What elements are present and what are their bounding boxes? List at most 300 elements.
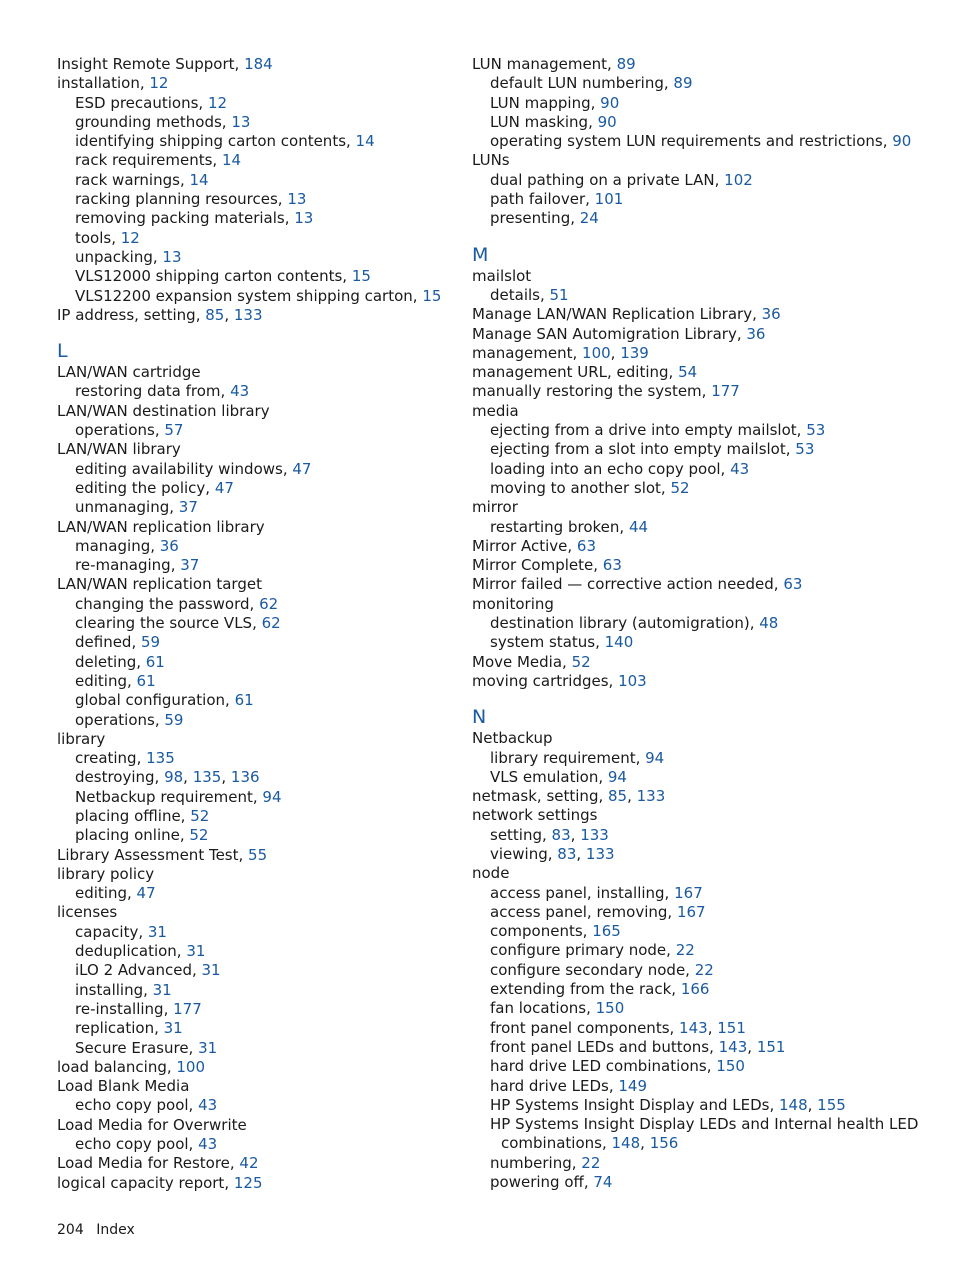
- entry-term: racking planning resources,: [75, 190, 288, 209]
- index-subentry: [57, 460, 442, 479]
- page-link[interactable]: 22: [694, 960, 714, 979]
- index-subentry: [472, 633, 902, 652]
- entry-term: fan locations,: [490, 999, 596, 1018]
- page-separator: ,: [183, 768, 193, 787]
- index-subentry: [57, 1039, 442, 1058]
- entry-term: LAN/WAN replication library: [57, 517, 265, 536]
- entry-term: installation,: [57, 74, 150, 93]
- index-subentry: [57, 981, 442, 1000]
- entry-term: editing availability windows,: [75, 459, 293, 478]
- page-link[interactable]: 125: [233, 1173, 263, 1192]
- entry-term: Move Media,: [472, 652, 572, 671]
- index-subentry: [57, 421, 442, 440]
- page-link[interactable]: 94: [607, 767, 627, 786]
- index-subentry: [57, 1096, 442, 1115]
- entry-term: LUN mapping,: [490, 93, 601, 112]
- page-link[interactable]: 42: [239, 1154, 259, 1173]
- index-letter-heading: M: [472, 243, 489, 266]
- page-link[interactable]: 36: [159, 536, 179, 555]
- entry-term: components,: [490, 922, 593, 941]
- entry-term: Mirror failed — corrective action needed,: [472, 575, 784, 594]
- page-link[interactable]: 177: [711, 382, 740, 401]
- page-link[interactable]: 167: [676, 902, 706, 921]
- index-entry: [472, 595, 902, 614]
- page-link[interactable]: 14: [189, 170, 209, 189]
- entry-term: access panel, installing,: [490, 883, 675, 902]
- index-subentry: [57, 672, 442, 691]
- page-link[interactable]: 184: [244, 55, 273, 73]
- index-subentry: [472, 421, 902, 440]
- page-link[interactable]: 90: [600, 93, 620, 112]
- entry-term: dual pathing on a private LAN,: [490, 170, 725, 189]
- page-link[interactable]: 89: [673, 74, 693, 93]
- index-entry: [57, 1077, 442, 1096]
- entry-term: netmask, setting,: [472, 787, 608, 806]
- entry-term: grounding methods,: [75, 112, 232, 131]
- index-subentry: [472, 845, 902, 864]
- page-link[interactable]: 102: [724, 170, 753, 189]
- entry-term: front panel components,: [490, 1018, 680, 1037]
- entry-term: Secure Erasure,: [75, 1038, 199, 1057]
- page-link[interactable]: 85: [608, 787, 628, 806]
- index-subentry: [472, 479, 902, 498]
- entry-term: mirror: [472, 498, 518, 517]
- index-subentry: [57, 768, 442, 787]
- page-link[interactable]: 43: [198, 1096, 218, 1115]
- entry-term: node: [472, 864, 510, 883]
- index-subentry: [472, 1019, 902, 1038]
- index-subentry: [472, 132, 912, 151]
- index-column-right: [472, 55, 919, 1192]
- entry-term: Library Assessment Test,: [57, 845, 249, 864]
- page-link[interactable]: 61: [136, 671, 156, 690]
- page-link[interactable]: 100: [582, 343, 611, 362]
- entry-term: rack requirements,: [75, 151, 222, 170]
- entry-term: IP address, setting,: [57, 305, 206, 324]
- page-link[interactable]: 140: [604, 633, 634, 652]
- page-link[interactable]: 12: [207, 93, 228, 112]
- page-link[interactable]: 150: [716, 1057, 745, 1076]
- entry-term: LAN/WAN cartridge: [57, 363, 201, 382]
- entry-term: HP Systems Insight Display LEDs and Internal health LED: [490, 1115, 919, 1134]
- page-separator: ,: [576, 844, 586, 863]
- index-subentry: [472, 286, 902, 305]
- entry-term: configure primary node,: [490, 941, 676, 960]
- page-link[interactable]: 31: [152, 980, 172, 999]
- entry-term: configure secondary node,: [490, 960, 695, 979]
- index-entry: [472, 806, 902, 825]
- page-link[interactable]: 143: [718, 1037, 748, 1056]
- entry-term: LAN/WAN library: [57, 440, 181, 459]
- entry-term: unmanaging,: [75, 498, 179, 517]
- entry-term: destination library (automigration),: [490, 614, 760, 633]
- index-subentry: [472, 1173, 902, 1192]
- index-subentry: [57, 691, 442, 710]
- entry-term: Manage LAN/WAN Replication Library,: [472, 305, 762, 324]
- page-link[interactable]: 59: [164, 710, 184, 729]
- index-entry: [57, 1058, 442, 1077]
- page-link[interactable]: 133: [636, 787, 666, 806]
- index-subentry: [472, 1096, 902, 1115]
- page-link[interactable]: 37: [180, 556, 200, 575]
- entry-term: system status,: [490, 633, 605, 652]
- index-entry: [57, 1154, 442, 1173]
- page-link[interactable]: 47: [292, 459, 312, 478]
- entry-term: VLS12000 shipping carton contents,: [75, 267, 352, 286]
- page-link[interactable]: 61: [145, 652, 165, 671]
- index-subentry: [57, 788, 442, 807]
- page-link[interactable]: 150: [595, 999, 625, 1018]
- index-subentry: [57, 595, 442, 614]
- page-link[interactable]: 53: [806, 421, 826, 440]
- entry-term: echo copy pool,: [75, 1135, 199, 1154]
- entry-term: Manage SAN Automigration Library,: [472, 324, 747, 343]
- page-link[interactable]: 59: [141, 633, 161, 652]
- page-link[interactable]: 63: [783, 575, 803, 594]
- entry-term: operating system LUN requirements and restrictions,: [490, 132, 893, 151]
- page-link[interactable]: 43: [230, 382, 250, 401]
- page-link[interactable]: 48: [759, 614, 779, 633]
- index-subentry: [472, 768, 902, 787]
- page-link[interactable]: 31: [201, 961, 221, 980]
- page-link[interactable]: 31: [186, 942, 206, 961]
- entry-term: editing,: [75, 884, 137, 903]
- page-link[interactable]: 14: [221, 151, 242, 170]
- page-link[interactable]: 149: [618, 1076, 647, 1095]
- index-subentry: [57, 382, 442, 401]
- page-link[interactable]: 139: [620, 343, 649, 362]
- index-entry: [57, 903, 442, 922]
- index-subentry: [57, 923, 442, 942]
- index-entry: [472, 267, 902, 286]
- page-link[interactable]: 63: [576, 536, 596, 555]
- page-link[interactable]: 52: [190, 806, 210, 825]
- index-subentry: [472, 903, 902, 922]
- entry-term: Mirror Active,: [472, 536, 577, 555]
- index-entry: [472, 344, 902, 363]
- index-entry: [472, 55, 902, 74]
- index-subentry: [57, 961, 442, 980]
- index-subentry: [57, 190, 442, 209]
- page-link[interactable]: 177: [173, 999, 202, 1018]
- page-link[interactable]: 143: [679, 1018, 708, 1037]
- entry-term: LAN/WAN destination library: [57, 401, 270, 420]
- entry-term: editing the policy,: [75, 478, 215, 497]
- entry-term: restoring data from,: [75, 382, 231, 401]
- page-footer: [57, 1222, 143, 1238]
- page-link[interactable]: 24: [579, 209, 599, 228]
- index-subentry: [472, 74, 902, 93]
- entry-term: hard drive LEDs,: [490, 1076, 619, 1095]
- index-subentry: [57, 248, 442, 267]
- page-link[interactable]: 47: [214, 478, 234, 497]
- page-link[interactable]: 151: [717, 1018, 746, 1037]
- entry-term: tools,: [75, 228, 121, 247]
- entry-term: VLS12200 expansion system shipping carton,: [75, 286, 423, 305]
- index-entry: [57, 440, 442, 459]
- index-subentry: [57, 171, 442, 190]
- page-link[interactable]: 148: [778, 1095, 808, 1114]
- entry-term: destroying,: [75, 768, 165, 787]
- index-subentry: [57, 633, 442, 652]
- page-link[interactable]: 166: [680, 980, 710, 999]
- index-entry: [57, 402, 442, 421]
- entry-term: creating,: [75, 749, 147, 768]
- page-link[interactable]: 22: [675, 941, 695, 960]
- index-subentry: [472, 440, 902, 459]
- index-entry: [472, 864, 902, 883]
- index-entry: [472, 787, 902, 806]
- page-link[interactable]: 156: [649, 1134, 679, 1153]
- entry-term: LUNs: [472, 151, 510, 170]
- page-link[interactable]: 61: [234, 691, 254, 710]
- index-subentry: [57, 942, 442, 961]
- entry-term: editing,: [75, 671, 137, 690]
- entry-term: moving to another slot,: [490, 478, 671, 497]
- page-link[interactable]: 36: [746, 324, 766, 343]
- entry-term: extending from the rack,: [490, 980, 681, 999]
- entry-term: library requirement,: [490, 748, 646, 767]
- page-link[interactable]: 15: [351, 267, 371, 286]
- page-link[interactable]: 90: [892, 132, 912, 151]
- index-entry: [57, 74, 442, 93]
- index-subentry: [57, 229, 442, 248]
- index-entry: [472, 537, 902, 556]
- entry-term: numbering,: [490, 1153, 582, 1172]
- page-link[interactable]: 155: [817, 1095, 846, 1114]
- page-link[interactable]: 62: [261, 614, 281, 633]
- index-subentry: [472, 518, 902, 537]
- index-entry: [472, 672, 902, 691]
- page-link[interactable]: 13: [287, 190, 307, 209]
- entry-term: setting,: [490, 825, 552, 844]
- page-link[interactable]: 101: [594, 190, 624, 209]
- entry-term: monitoring: [472, 594, 554, 613]
- entry-term: echo copy pool,: [75, 1096, 199, 1115]
- page-link[interactable]: 31: [147, 922, 167, 941]
- page-link[interactable]: 167: [674, 883, 703, 902]
- footer-section: Index: [96, 1222, 135, 1238]
- entry-term: placing offline,: [75, 806, 191, 825]
- page-link[interactable]: 133: [233, 305, 263, 324]
- entry-term: placing online,: [75, 826, 190, 845]
- entry-term: details,: [490, 285, 550, 304]
- index-subentry: [472, 749, 902, 768]
- page-link[interactable]: 53: [795, 440, 815, 459]
- index-subentry: [57, 807, 442, 826]
- entry-term: management,: [472, 343, 583, 362]
- page-separator: ,: [640, 1134, 650, 1153]
- page-link[interactable]: 43: [198, 1135, 218, 1154]
- page-link[interactable]: 22: [581, 1153, 601, 1172]
- index-subentry: [472, 826, 902, 845]
- index-subentry: [57, 884, 442, 903]
- index-subentry: [57, 209, 442, 228]
- entry-term: deleting,: [75, 652, 146, 671]
- index-subentry: [57, 556, 442, 575]
- page-number: 204: [57, 1222, 84, 1238]
- index-subentry: [472, 961, 902, 980]
- page-separator: ,: [570, 825, 581, 844]
- entry-term: deduplication,: [75, 942, 187, 961]
- page-link[interactable]: 63: [602, 556, 622, 575]
- index-entry: [472, 498, 902, 517]
- entry-term: Load Media for Restore,: [57, 1154, 240, 1173]
- page-link[interactable]: 52: [571, 652, 591, 671]
- index-subentry: [57, 1000, 442, 1019]
- entry-term: hard drive LED combinations,: [490, 1057, 717, 1076]
- entry-term: Netbackup: [472, 729, 553, 748]
- page-link[interactable]: 12: [120, 228, 140, 247]
- index-subentry: [472, 884, 902, 903]
- index-subentry: [57, 537, 442, 556]
- index-subentry: [472, 94, 902, 113]
- index-subentry: [472, 999, 902, 1018]
- page-link[interactable]: 100: [176, 1057, 206, 1076]
- entry-term: operations,: [75, 421, 165, 440]
- page-link[interactable]: 90: [597, 112, 617, 131]
- entry-term: LUN management,: [472, 55, 617, 73]
- index-entry: [472, 653, 902, 672]
- index-subentry: [472, 1038, 902, 1057]
- entry-term: loading into an echo copy pool,: [490, 459, 731, 478]
- entry-term: rack warnings,: [75, 170, 190, 189]
- entry-term: LAN/WAN replication target: [57, 575, 262, 594]
- page-link[interactable]: 62: [259, 594, 279, 613]
- index-subentry: [472, 1057, 902, 1076]
- index-subentry: [472, 209, 902, 228]
- entry-term: licenses: [57, 903, 118, 922]
- page-link[interactable]: 13: [231, 112, 251, 131]
- page-link[interactable]: 36: [761, 305, 781, 324]
- page-link[interactable]: 135: [146, 749, 175, 768]
- entry-term: mailslot: [472, 266, 532, 285]
- entry-term: network settings: [472, 806, 598, 825]
- page-link[interactable]: 37: [178, 498, 198, 517]
- page-link[interactable]: 94: [262, 787, 282, 806]
- entry-term: ejecting from a slot into empty mailslot,: [490, 440, 796, 459]
- page-link[interactable]: 94: [645, 748, 665, 767]
- entry-term: re-managing,: [75, 556, 181, 575]
- page-link[interactable]: 136: [230, 768, 260, 787]
- entry-term: unpacking,: [75, 247, 163, 266]
- entry-term: path failover,: [490, 190, 595, 209]
- index-subentry: [472, 113, 902, 132]
- page-link[interactable]: 52: [670, 478, 690, 497]
- index-subentry: [57, 614, 442, 633]
- index-entry: [57, 730, 442, 749]
- entry-term: powering off,: [490, 1173, 594, 1192]
- index-entry: [472, 382, 902, 401]
- index-subentry: [472, 922, 902, 941]
- index-subentry: [57, 94, 442, 113]
- page-link[interactable]: 85: [205, 305, 225, 324]
- entry-term: LUN masking,: [490, 112, 598, 131]
- entry-term: changing the password,: [75, 594, 260, 613]
- index-entry: [57, 518, 442, 537]
- entry-term: HP Systems Insight Display and LEDs,: [490, 1095, 779, 1114]
- page-separator: ,: [610, 343, 621, 362]
- index-subentry: [472, 614, 902, 633]
- page-separator: ,: [224, 305, 234, 324]
- page-link[interactable]: 31: [163, 1019, 183, 1038]
- entry-term: combinations,: [501, 1134, 612, 1153]
- page-link[interactable]: 135: [192, 768, 222, 787]
- index-subentry: [57, 1019, 442, 1038]
- index-column-left: [57, 55, 442, 1193]
- entry-term: operations,: [75, 710, 165, 729]
- page-link[interactable]: 89: [616, 55, 636, 73]
- page-link[interactable]: 148: [611, 1134, 641, 1153]
- index-entry: [472, 556, 902, 575]
- entry-term: logical capacity report,: [57, 1173, 234, 1192]
- entry-term: capacity,: [75, 922, 148, 941]
- index-subentry: [57, 498, 442, 517]
- page-link[interactable]: 55: [248, 845, 268, 864]
- entry-term: library: [57, 729, 106, 748]
- index-subentry: [57, 826, 442, 845]
- page-link[interactable]: 83: [557, 844, 577, 863]
- entry-term: Netbackup requirement,: [75, 787, 263, 806]
- page-link[interactable]: 15: [422, 286, 442, 305]
- entry-term: front panel LEDs and buttons,: [490, 1037, 719, 1056]
- entry-term: VLS emulation,: [490, 767, 608, 786]
- entry-term: management URL, editing,: [472, 363, 679, 382]
- index-subentry: [472, 941, 902, 960]
- page-link[interactable]: 74: [593, 1173, 613, 1192]
- page-link[interactable]: 52: [189, 826, 209, 845]
- page-link[interactable]: 103: [618, 671, 647, 690]
- page-link[interactable]: 165: [592, 922, 621, 941]
- page-link[interactable]: 43: [730, 459, 750, 478]
- index-entry: [57, 363, 442, 382]
- page-link[interactable]: 31: [198, 1038, 218, 1057]
- page-link[interactable]: 44: [628, 517, 649, 536]
- page-separator: ,: [747, 1037, 757, 1056]
- page-link[interactable]: 47: [136, 884, 156, 903]
- page-link[interactable]: 13: [294, 209, 314, 228]
- index-entry: [57, 1116, 442, 1135]
- page-link[interactable]: 83: [551, 825, 571, 844]
- page-link[interactable]: 57: [164, 421, 184, 440]
- page-link[interactable]: 14: [355, 132, 375, 151]
- index-entry: [57, 575, 442, 594]
- entry-term: ejecting from a drive into empty mailslot,: [490, 421, 807, 440]
- entry-term: Mirror Complete,: [472, 556, 603, 575]
- page-link[interactable]: 51: [549, 285, 569, 304]
- index-subentry: [57, 479, 442, 498]
- entry-term: Insight Remote Support,: [57, 55, 245, 73]
- page-link[interactable]: 133: [580, 825, 609, 844]
- page-link[interactable]: 133: [585, 844, 615, 863]
- entry-term: installing,: [75, 980, 153, 999]
- entry-term: default LUN numbering,: [490, 74, 674, 93]
- page-link[interactable]: 13: [162, 247, 182, 266]
- page-separator: ,: [807, 1095, 818, 1114]
- page-link[interactable]: 98: [164, 768, 184, 787]
- index-subentry: [57, 113, 442, 132]
- page-link[interactable]: 151: [756, 1037, 786, 1056]
- index-entry: [472, 325, 902, 344]
- page-link[interactable]: 12: [149, 74, 169, 93]
- entry-term: ESD precautions,: [75, 93, 208, 112]
- page-separator: ,: [707, 1018, 718, 1037]
- entry-term: clearing the source VLS,: [75, 614, 262, 633]
- entry-term: library policy: [57, 864, 155, 883]
- entry-term: viewing,: [490, 844, 558, 863]
- index-entry: [57, 865, 442, 884]
- page-link[interactable]: 54: [678, 363, 698, 382]
